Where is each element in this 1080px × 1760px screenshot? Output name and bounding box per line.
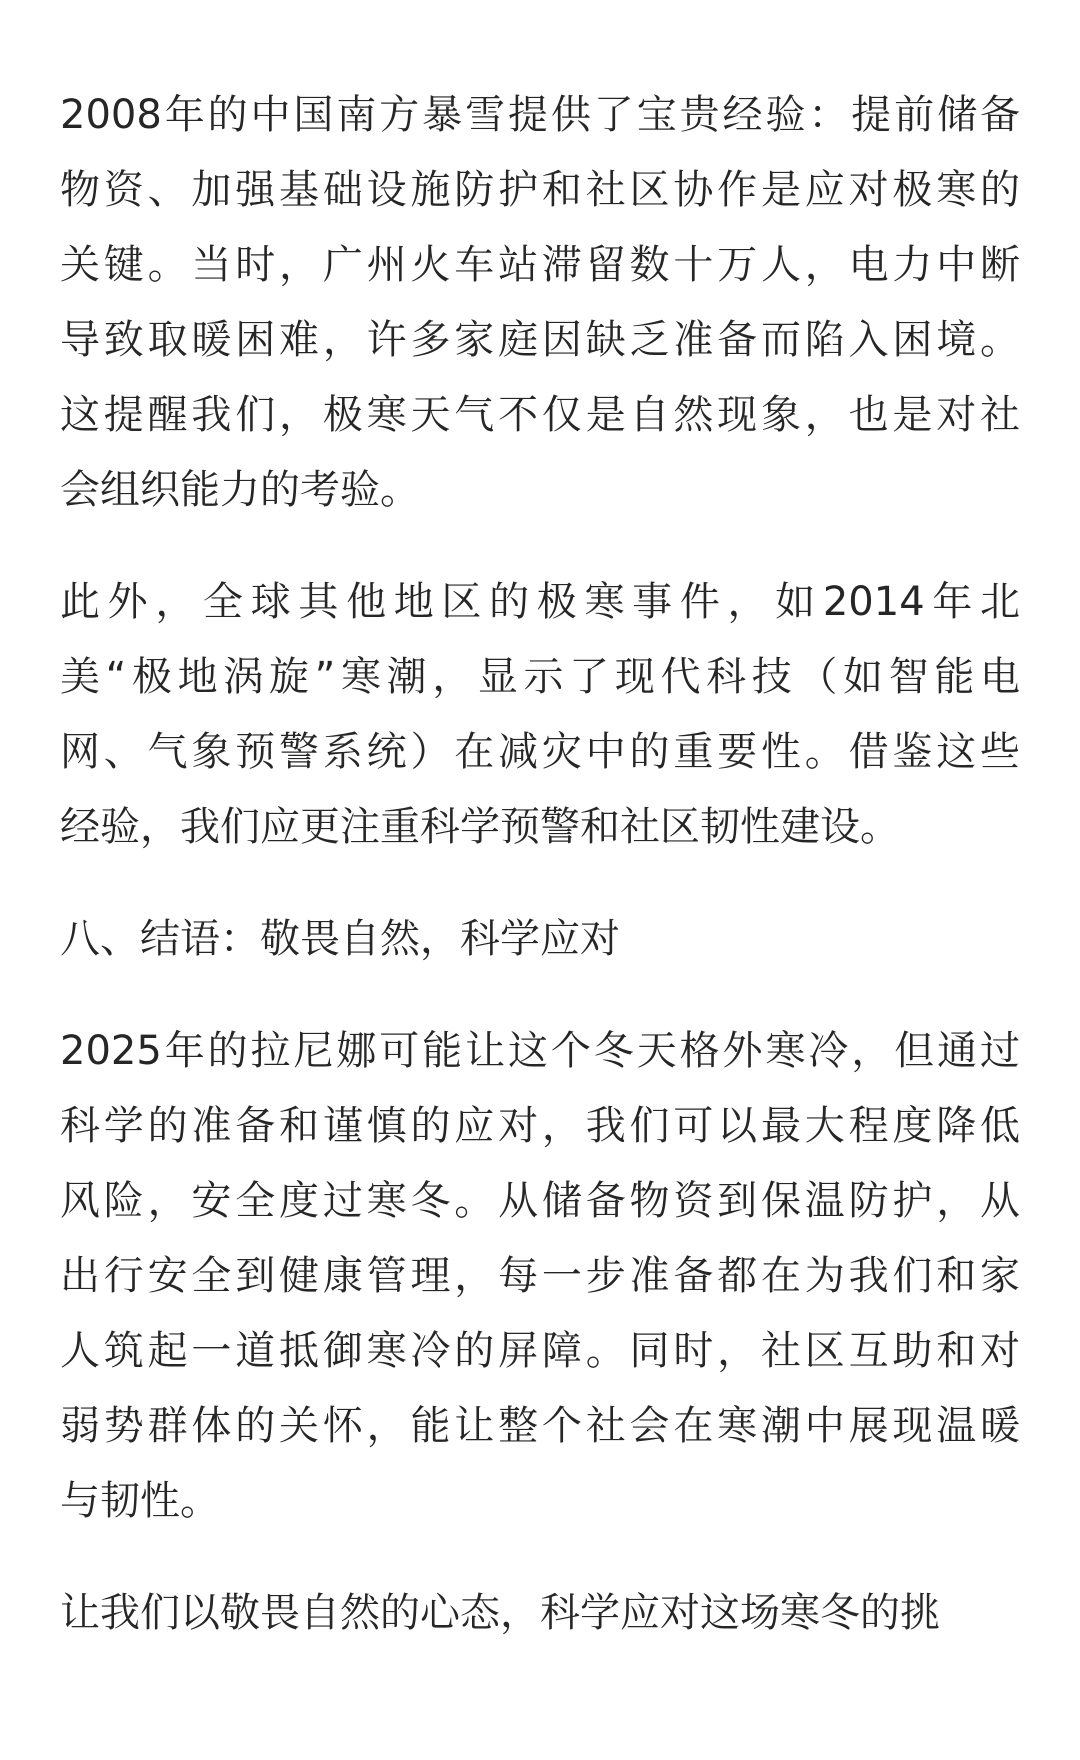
text-line: 经验，我们应更注重科学预警和社区韧性建设。 <box>60 804 900 850</box>
text-line: 物资、加强基础设施防护和社区协作是应对极寒的 <box>60 167 1020 213</box>
text-line: 关键。当时，广州火车站滞留数十万人，电力中断 <box>60 242 1020 288</box>
text-line: 弱势群体的关怀，能让整个社会在寒潮中展现温暖 <box>60 1403 1020 1449</box>
text-line: 导致取暖困难，许多家庭因缺乏准备而陷入困境。 <box>60 317 1020 363</box>
paragraph-final <box>60 1576 1020 1651</box>
text-line: 人筑起一道抵御寒冷的屏障。同时，社区互助和对 <box>60 1328 1020 1374</box>
section-heading <box>60 902 1020 977</box>
text-line: 此外，全球其他地区的极寒事件，如2014年北 <box>60 579 1020 625</box>
text-line: 美“极地涡旋”寒潮，显示了现代科技（如智能电 <box>60 654 1020 700</box>
text-line: 让我们以敬畏自然的心态，科学应对这场寒冬的挑 <box>60 1590 940 1636</box>
text-line: 2008年的中国南方暴雪提供了宝贵经验：提前储备 <box>60 92 1020 138</box>
text-line: 这提醒我们，极寒天气不仅是自然现象，也是对社 <box>60 392 1020 438</box>
text-line: 网、气象预警系统）在减灾中的重要性。借鉴这些 <box>60 729 1020 775</box>
article-body <box>60 78 1020 1688</box>
paragraph-global-events <box>60 565 1020 865</box>
paragraph-conclusion <box>60 1014 1020 1539</box>
text-line: 与韧性。 <box>60 1478 220 1524</box>
text-line: 出行安全到健康管理，每一步准备都在为我们和家 <box>60 1253 1020 1299</box>
text-line: 风险，安全度过寒冬。从储备物资到保温防护，从 <box>60 1178 1020 1224</box>
text-line: 会组织能力的考验。 <box>60 467 420 513</box>
heading-text: 八、结语：敬畏自然，科学应对 <box>60 916 620 962</box>
paragraph-2008-snowstorm <box>60 78 1020 528</box>
text-line: 科学的准备和谨慎的应对，我们可以最大程度降低 <box>60 1103 1020 1149</box>
text-line: 2025年的拉尼娜可能让这个冬天格外寒冷，但通过 <box>60 1028 1020 1074</box>
